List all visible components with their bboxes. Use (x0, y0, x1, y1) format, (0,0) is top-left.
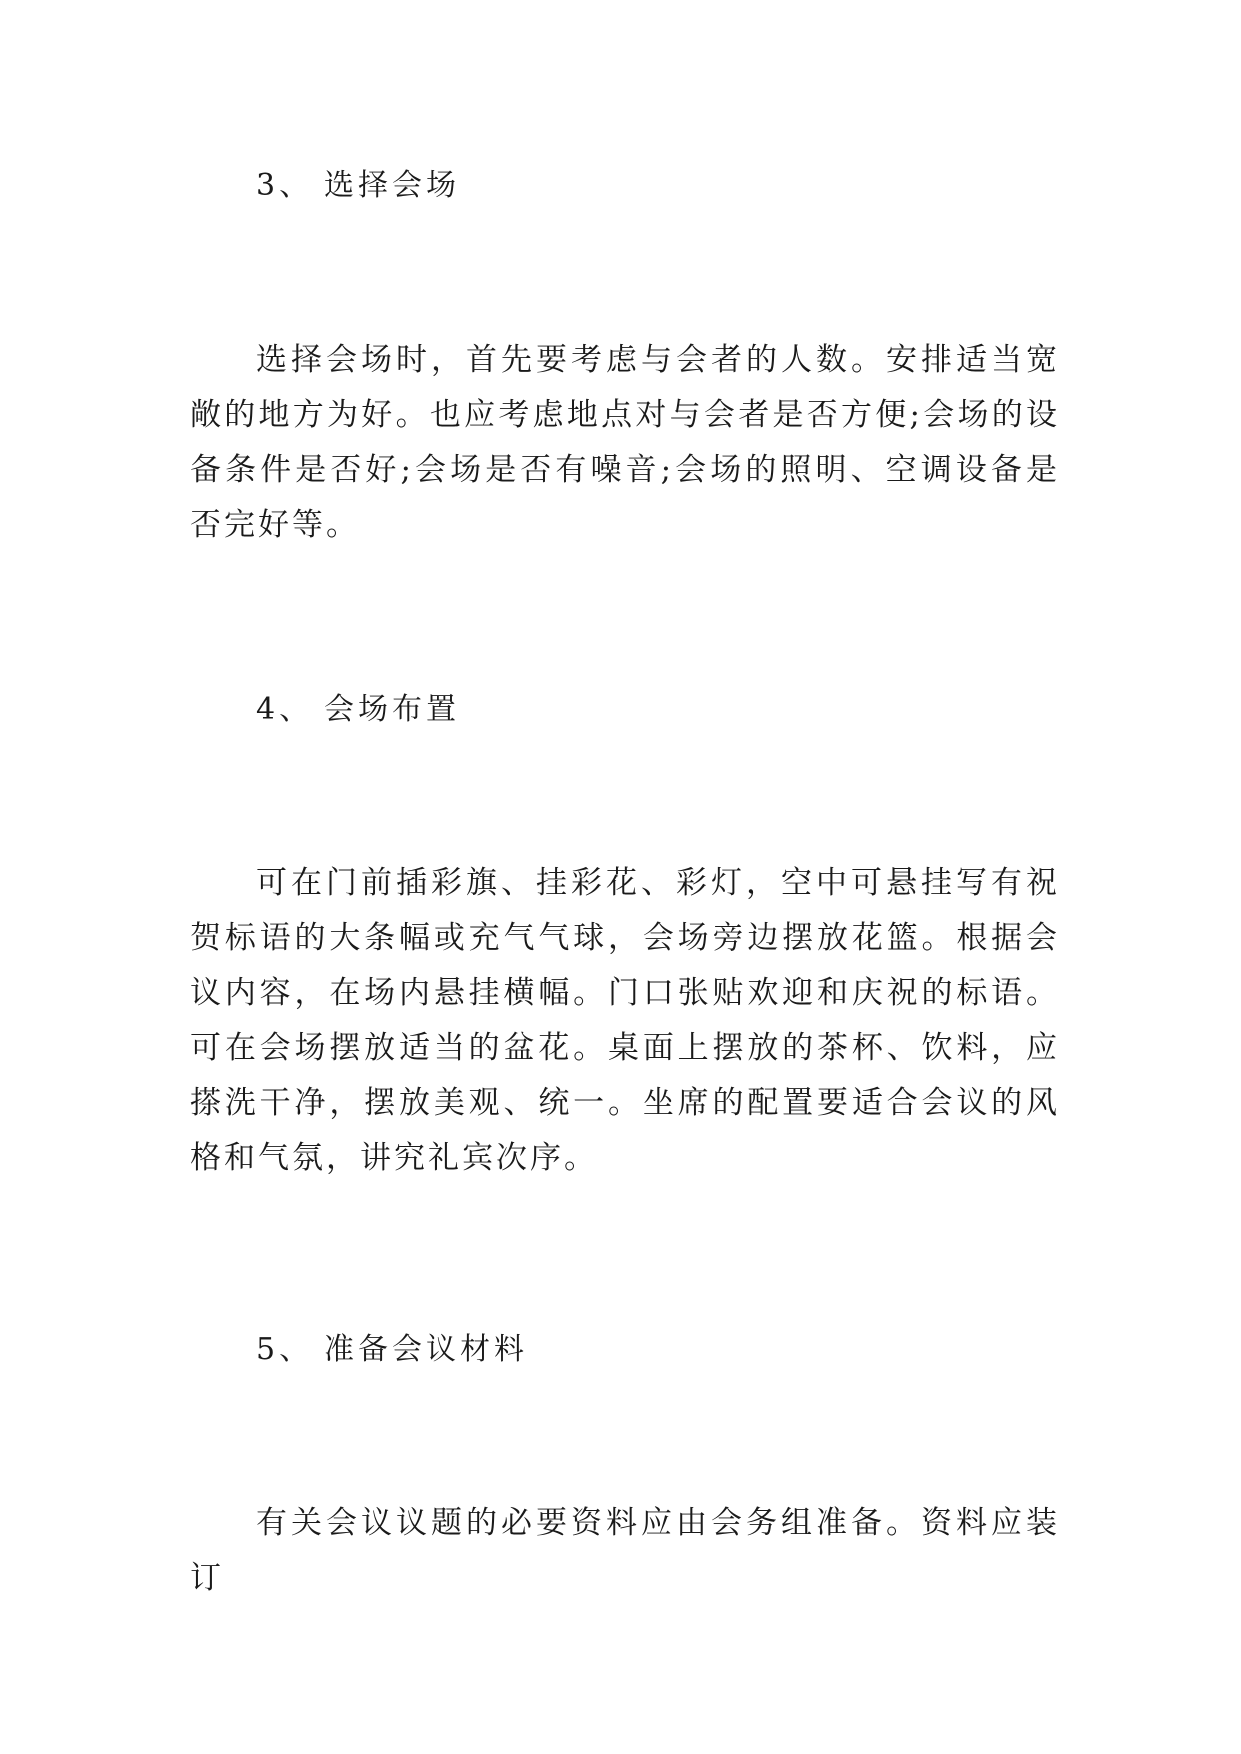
section-title: 会场布置 (324, 692, 460, 727)
section-title: 准备会议材料 (324, 1332, 528, 1367)
section-heading-3 (256, 166, 460, 206)
section-heading-5 (256, 1330, 528, 1370)
section-paragraph-4: 可在门前插彩旗、挂彩花、彩灯，空中可悬挂写有祝贺标语的大条幅或充气气球，会场旁边摆放花篮。根据会议内容，在场内悬挂横幅。门口张贴欢迎和庆祝的标语。可在会场摆放适当的盆花。桌面上摆放的茶杯、饮料，应搽洗干净，摆放美观、统一。坐席的配置要适合会议的风格和气氛，讲究礼宾次序。 (190, 865, 1060, 1176)
section-title: 选择会场 (324, 168, 460, 203)
section-paragraph-5: 有关会议议题的必要资料应由会务组准备。资料应装订 (190, 1505, 1060, 1596)
section-heading-4 (256, 690, 460, 730)
section-paragraph-3: 选择会场时，首先要考虑与会者的人数。安排适当宽敞的地方为好。也应考虑地点对与会者是否方便;会场的设备条件是否好;会场是否有噪音;会场的照明、空调设备是否完好等。 (190, 342, 1060, 543)
section-number: 5、 (256, 1332, 314, 1367)
section-number: 3、 (256, 168, 314, 203)
section-number: 4、 (256, 692, 314, 727)
